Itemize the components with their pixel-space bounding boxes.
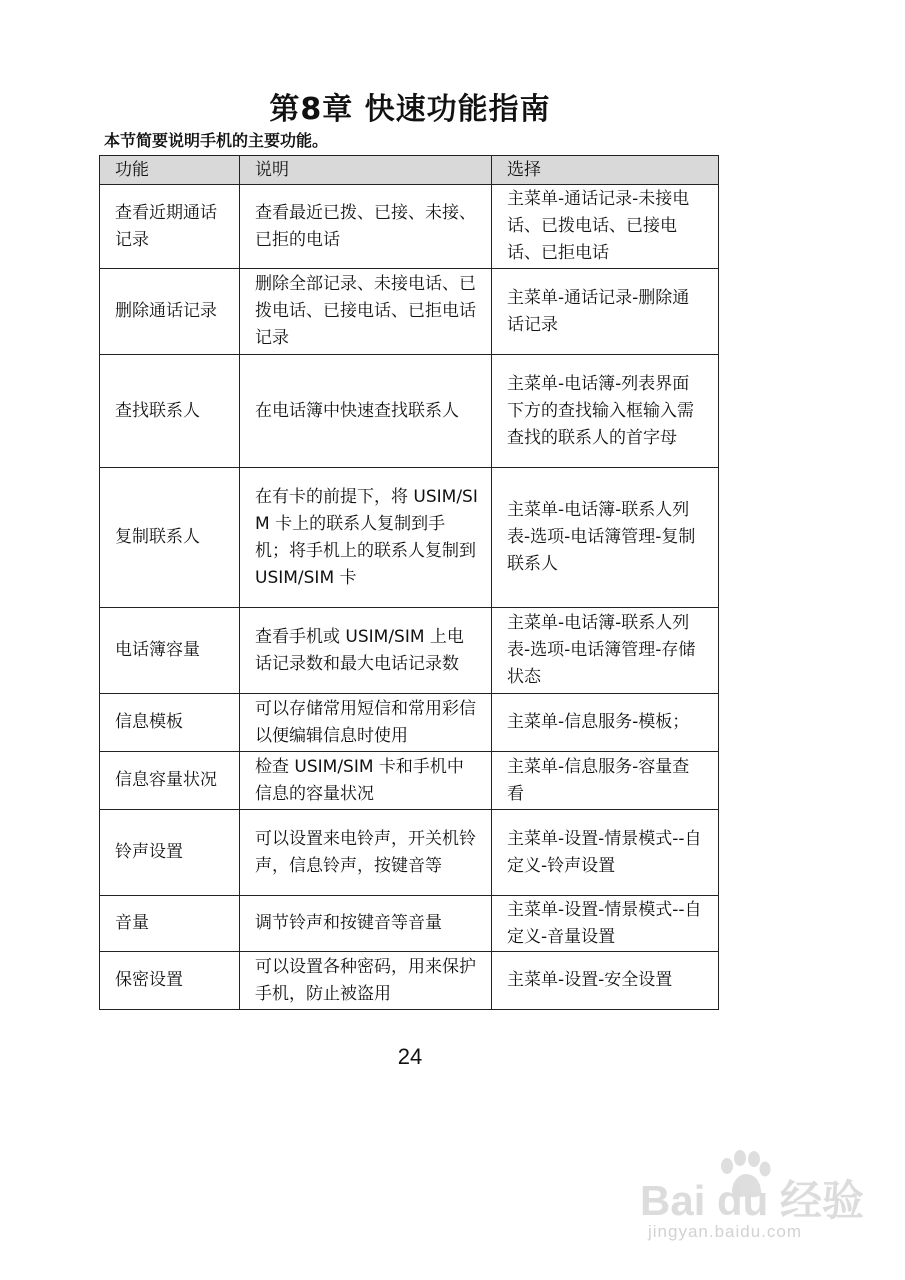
- table-row: [100, 952, 719, 1010]
- row-selection: 主菜单-设置-情景模式--自定义-音量设置: [492, 896, 719, 952]
- header-description: 说明: [240, 156, 492, 185]
- table-row: [100, 694, 719, 752]
- header-selection: 选择: [492, 156, 719, 185]
- watermark-brand: Bai du 经验: [640, 1177, 865, 1224]
- row-description: 在有卡的前提下，将 USIM/SIM 卡上的联系人复制到手机；将手机上的联系人复制到 USIM/SIM 卡: [240, 468, 492, 608]
- watermark-url: jingyan.baidu.com: [648, 1222, 803, 1241]
- row-description: 可以存储常用短信和常用彩信以便编辑信息时使用: [240, 694, 492, 752]
- table-row: [100, 810, 719, 896]
- row-feature: 音量: [100, 896, 240, 952]
- row-description: 在电话簿中快速查找联系人: [240, 355, 492, 468]
- page-title: 第8章 快速功能指南: [269, 92, 551, 127]
- header-feature: 功能: [100, 156, 240, 185]
- row-feature: 查找联系人: [100, 355, 240, 468]
- row-selection: 主菜单-信息服务-模板；: [492, 694, 719, 752]
- baidu-watermark: [640, 1150, 880, 1260]
- table-row: [100, 269, 719, 355]
- table-row: [100, 355, 719, 468]
- table-row: [100, 752, 719, 810]
- row-selection: 主菜单-通话记录-未接电话、已拨电话、已接电话、已拒电话: [492, 185, 719, 269]
- row-description: 检查 USIM/SIM 卡和手机中信息的容量状况: [240, 752, 492, 810]
- table-header-row: [100, 156, 719, 185]
- row-description: 删除全部记录、未接电话、已拨电话、已接电话、已拒电话记录: [240, 269, 492, 355]
- table-row: [100, 608, 719, 694]
- row-feature: 铃声设置: [100, 810, 240, 896]
- intro-text: 本节简要说明手机的主要功能。: [104, 131, 329, 150]
- page-number: 24: [397, 1044, 423, 1069]
- row-description: 查看手机或 USIM/SIM 上电话记录数和最大电话记录数: [240, 608, 492, 694]
- row-description: 可以设置各种密码，用来保护手机，防止被盗用: [240, 952, 492, 1010]
- row-feature: 信息容量状况: [100, 752, 240, 810]
- row-description: 查看最近已拨、已接、未接、已拒的电话: [240, 185, 492, 269]
- row-feature: 复制联系人: [100, 468, 240, 608]
- table-row: [100, 185, 719, 269]
- table-row: [100, 468, 719, 608]
- row-feature: 删除通话记录: [100, 269, 240, 355]
- row-selection: 主菜单-设置-情景模式--自定义-铃声设置: [492, 810, 719, 896]
- table-row: [100, 896, 719, 952]
- row-feature: 查看近期通话记录: [100, 185, 240, 269]
- feature-table: [99, 155, 719, 1010]
- row-selection: 主菜单-设置-安全设置: [492, 952, 719, 1010]
- row-feature: 保密设置: [100, 952, 240, 1010]
- row-description: 调节铃声和按键音等音量: [240, 896, 492, 952]
- row-selection: 主菜单-电话簿-列表界面下方的查找输入框输入需查找的联系人的首字母: [492, 355, 719, 468]
- row-feature: 电话簿容量: [100, 608, 240, 694]
- row-description: 可以设置来电铃声，开关机铃声，信息铃声，按键音等: [240, 810, 492, 896]
- row-feature: 信息模板: [100, 694, 240, 752]
- row-selection: 主菜单-电话簿-联系人列表-选项-电话簿管理-存储状态: [492, 608, 719, 694]
- row-selection: 主菜单-信息服务-容量查看: [492, 752, 719, 810]
- row-selection: 主菜单-通话记录-删除通话记录: [492, 269, 719, 355]
- row-selection: 主菜单-电话簿-联系人列表-选项-电话簿管理-复制联系人: [492, 468, 719, 608]
